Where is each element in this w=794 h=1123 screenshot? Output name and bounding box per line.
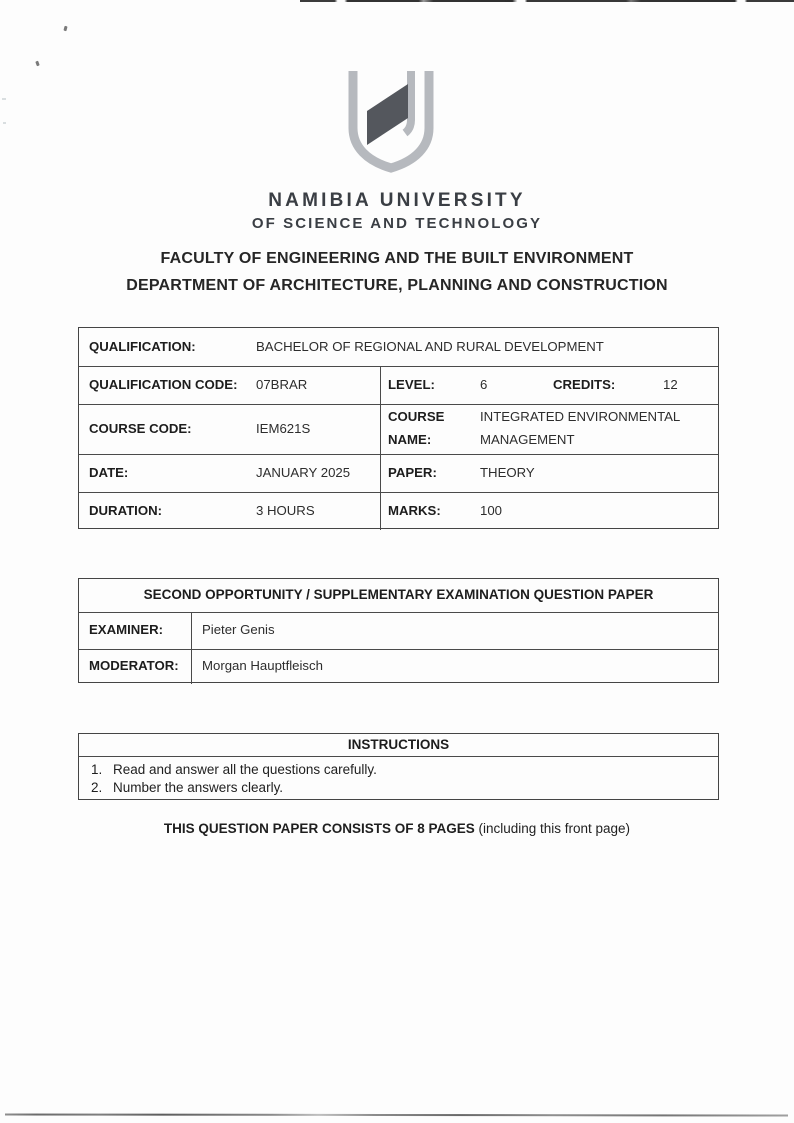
duration-label: DURATION:: [89, 503, 163, 518]
scan-speck: [63, 26, 67, 32]
level-label: LEVEL:: [388, 377, 435, 392]
marks-label: MARKS:: [388, 503, 441, 518]
course-code-value: IEM621S: [256, 421, 311, 436]
page-count-bold: THIS QUESTION PAPER CONSISTS OF 8 PAGES: [163, 821, 475, 836]
scan-artifact-top-strip: [300, 0, 794, 2]
university-name: NAMIBIA UNIVERSITY: [268, 190, 526, 211]
table-rule: [79, 649, 718, 650]
table-rule: [79, 756, 718, 757]
course-name-value-line1: INTEGRATED ENVIRONMENTAL: [480, 409, 681, 424]
university-name-subtitle: OF SCIENCE AND TECHNOLOGY: [251, 215, 543, 232]
instructions-heading: INSTRUCTIONS: [347, 737, 450, 752]
qualification-label: QUALIFICATION:: [89, 339, 196, 354]
department-heading: DEPARTMENT OF ARCHITECTURE, PLANNING AND CONSTRUCTION: [126, 277, 668, 294]
table-rule: [79, 454, 718, 455]
table-rule: [79, 366, 718, 367]
examiner-label: EXAMINER:: [89, 622, 163, 637]
course-info-table: [78, 327, 719, 529]
level-value: 6: [480, 377, 488, 392]
course-name-value-line2: MANAGEMENT: [480, 432, 575, 447]
date-value: JANUARY 2025: [256, 465, 351, 480]
examiner-value: Pieter Genis: [202, 622, 275, 637]
instruction-item-number: 1.: [91, 762, 103, 777]
credits-label: CREDITS:: [553, 377, 616, 392]
qualification-code-label: QUALIFICATION CODE:: [89, 377, 238, 392]
table-rule: [79, 492, 718, 493]
instruction-item-text: Number the answers clearly.: [113, 780, 284, 795]
faculty-heading: FACULTY OF ENGINEERING AND THE BUILT ENVIRONMENT: [160, 250, 634, 267]
date-label: DATE:: [89, 465, 129, 480]
qualification-value: BACHELOR OF REGIONAL AND RURAL DEVELOPMENT: [256, 339, 604, 354]
scan-artifact-bottom-line: [5, 1113, 788, 1116]
table-rule: [380, 366, 381, 530]
examination-table: [78, 578, 719, 683]
paper-label: PAPER:: [388, 465, 437, 480]
page-count-note: [0, 821, 794, 836]
course-name-label-line2: NAME:: [388, 432, 432, 447]
scan-edge-mark: [3, 122, 6, 124]
qualification-code-value: 07BRAR: [256, 377, 308, 392]
moderator-value: Morgan Hauptfleisch: [202, 658, 323, 673]
table-rule: [79, 612, 718, 613]
examination-paper-title: SECOND OPPORTUNITY / SUPPLEMENTARY EXAMINATION QUESTION PAPER: [143, 587, 654, 602]
scan-speck: [35, 61, 40, 67]
course-name-label-line1: COURSE: [388, 409, 445, 424]
instructions-table: [78, 733, 719, 800]
nust-shield-logo-icon: [348, 71, 434, 178]
instruction-item-number: 2.: [91, 780, 103, 795]
table-rule: [79, 404, 718, 405]
scan-edge-mark: [2, 98, 6, 100]
moderator-label: MODERATOR:: [89, 658, 179, 673]
page-count-normal: (including this front page): [474, 821, 631, 836]
credits-value: 12: [663, 377, 678, 392]
course-code-label: COURSE CODE:: [89, 421, 192, 436]
instruction-item-text: Read and answer all the questions carefully.: [113, 762, 377, 777]
marks-value: 100: [480, 503, 503, 518]
duration-value: 3 HOURS: [256, 503, 315, 518]
table-rule: [191, 612, 192, 684]
paper-value: THEORY: [480, 465, 535, 480]
